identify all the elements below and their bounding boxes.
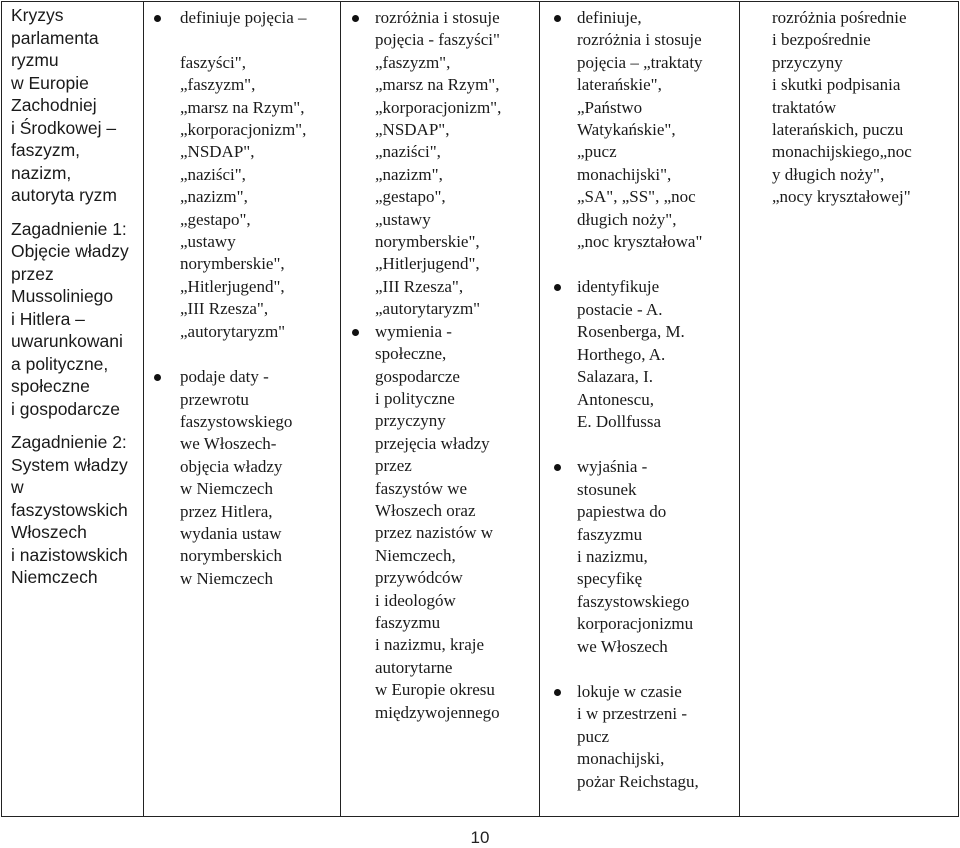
requirements-cell-basic — [144, 2, 341, 817]
table-row — [2, 2, 959, 817]
bullet-icon — [154, 374, 161, 381]
page-number: 10 — [470, 828, 490, 847]
bullet-icon — [554, 15, 561, 22]
requirements-cell-advanced — [740, 2, 959, 817]
bullet-icon — [554, 284, 561, 291]
list-item: definiuje, rozróżnia i stosuje pojęcia – „traktaty laterańskie", „Państwo Watykańskie", „pucz monachijski", „SA", „SS", „noc długich noży", „noc kryształowa" — [540, 7, 737, 253]
requirements-cell-extended — [341, 2, 540, 817]
requirements-table — [1, 1, 959, 817]
advanced-text: rozróżnia pośrednie i bezpośrednie przyczyny i skutki podpisania traktatów laterańskich, puczu monachijskiego„noc y długich noży", „nocy kryształowej" — [772, 8, 912, 207]
list-item: podaje daty - przewrotu faszystowskiego we Włoszech- objęcia władzy w Niemczech przez Hitlera, wydania ustaw norymberskich w Niemczech — [144, 366, 338, 590]
list-item: definiuje pojęcia – faszyści", „faszyzm", „marsz na Rzym", „korporacjonizm", „NSDAP", „naziści", „nazizm", „gestapo", „ustawy norymberskie", „Hitlerjugend", „III Rzesza", „autorytaryzm" — [144, 7, 338, 343]
bullet-icon — [554, 464, 561, 471]
list-item: identyfikuje postacie - A. Rosenberga, M. Horthego, A. Salazara, I. Antonescu, E. Dollfussa — [540, 276, 737, 433]
issue-1: Zagadnienie 1: Objęcie władzy przez Mussoliniego i Hitlera – uwarunkowani a polityczne, społeczne i gospodarcze — [11, 218, 129, 419]
list-item: wymienia - społeczne, gospodarcze i polityczne przyczyny przejęcia władzy przez faszystów we Włoszech oraz przez nazistów w Niemczech, przywódców i ideologów faszyzmu i nazizmu, kraje autorytarne w Europie okresu międzywojennego — [341, 321, 537, 724]
section-title: Kryzys parlamenta ryzmu w Europie Zachodniej i Środkowej – faszyzm, nazizm, autoryta ryzm — [11, 5, 117, 205]
list-item: lokuje w czasie i w przestrzeni - pucz monachijski, pożar Reichstagu, — [540, 681, 737, 793]
list-item: wyjaśnia - stosunek papiestwa do faszyzmu i nazizmu, specyfikę faszystowskiego korporacjonizmu we Włoszech — [540, 456, 737, 658]
bullet-icon — [352, 15, 359, 22]
bullet-icon — [352, 329, 359, 336]
issue-2: Zagadnienie 2: System władzy w faszystowskich Włoszech i nazistowskich Niemczech — [11, 432, 128, 587]
list-item: rozróżnia i stosuje pojęcia - faszyści" „faszyzm", „marsz na Rzym", „korporacjonizm", „NSDAP", „naziści", „nazizm", „gestapo", „ustawy norymberskie", „Hitlerjugend", „III Rzesza", „autorytaryzm" — [341, 7, 537, 321]
bullet-icon — [554, 689, 561, 696]
bullet-icon — [154, 15, 161, 22]
topic-cell — [2, 2, 144, 817]
requirements-cell-complete — [540, 2, 740, 817]
